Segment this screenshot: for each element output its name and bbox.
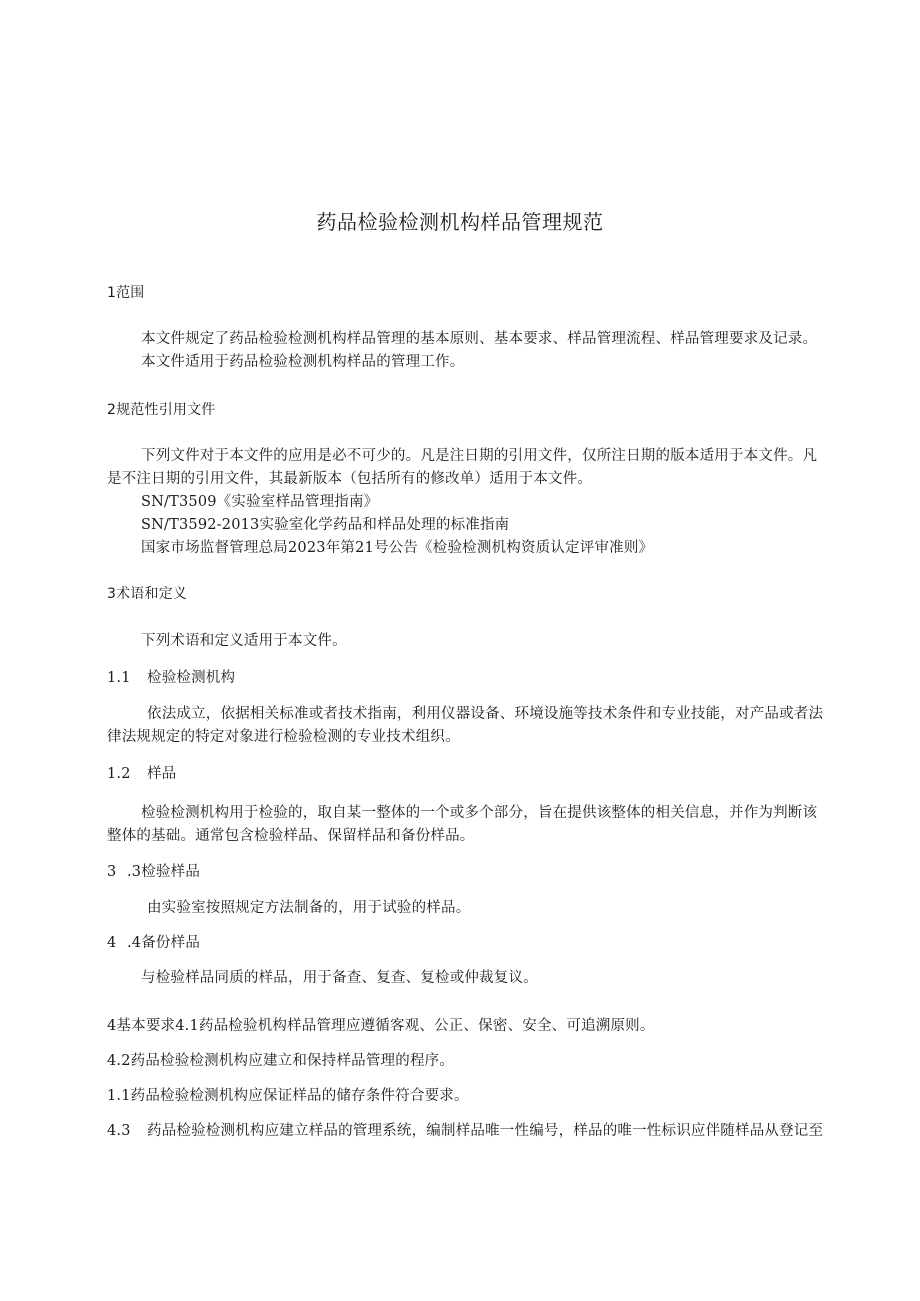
reference-1: SN/T3509《实验室样品管理指南》 — [141, 494, 379, 510]
section-4-line-4-text: 药品检验检测机构应建立样品的管理系统，编制样品唯一性编号，样品的唯一性标识应伴随样品从登记至 — [147, 1123, 824, 1139]
reference-3: 国家市场监督管理总局2023年第21号公告《检验检测机构资质认定评审准则》 — [141, 540, 654, 556]
section-4-line-3: 1.1药品检验检测机构应保证样品的储存条件符合要求。 — [107, 1088, 469, 1104]
term-1-number: 1.1 — [107, 670, 131, 686]
term-1-definition-line-2: 律法规规定的特定对象进行检验检测的专业技术组织。 — [107, 729, 460, 745]
section-4-line-4-number: 4.3 — [107, 1123, 131, 1139]
term-1-name: 检验检测机构 — [147, 670, 236, 686]
section-2-paragraph-line-2: 是不注日期的引用文件，其最新版本（包括所有的修改单）适用于本文件。 — [107, 471, 593, 487]
term-4-heading — [107, 933, 200, 953]
term-3-number: 3 — [107, 864, 117, 880]
section-3-heading: 3术语和定义 — [107, 586, 188, 602]
term-3-heading — [107, 862, 200, 882]
section-1-heading: 1范围 — [107, 285, 145, 301]
term-4-definition: 与检验样品同质的样品，用于备查、复查、复检或仲裁复议。 — [141, 970, 538, 986]
term-3-definition: 由实验室按照规定方法制备的，用于试验的样品。 — [147, 900, 471, 916]
section-4-line-2: 4.2药品检验检测机构应建立和保持样品管理的程序。 — [107, 1053, 455, 1069]
term-3-name: .3检验样品 — [127, 864, 201, 880]
section-4-line-4 — [107, 1121, 823, 1141]
term-1-heading — [107, 668, 235, 688]
document-title: 药品检验检测机构样品管理规范 — [316, 210, 604, 234]
term-2-definition-line-2: 整体的基础。通常包含检验样品、保留样品和备份样品。 — [107, 828, 475, 844]
section-2-paragraph-line-1: 下列文件对于本文件的应用是必不可少的。凡是注日期的引用文件，仅所注日期的版本适用于本文件。凡 — [141, 448, 818, 464]
term-2-name: 样品 — [147, 766, 177, 782]
term-2-number: 1.2 — [107, 766, 131, 782]
section-2-heading: 2规范性引用文件 — [107, 402, 216, 418]
section-3-intro: 下列术语和定义适用于本文件。 — [141, 633, 347, 649]
term-2-definition-line-1: 检验检测机构用于检验的，取自某一整体的一个或多个部分，旨在提供该整体的相关信息，并作为判断该 — [141, 805, 818, 821]
term-4-number: 4 — [107, 935, 117, 951]
section-4-line-1: 4基本要求4.1药品检验机构样品管理应遵循客观、公正、保密、安全、可追溯原则。 — [107, 1018, 655, 1034]
reference-2: SN/T3592-2013实验室化学药品和样品处理的标准指南 — [141, 517, 510, 533]
term-4-name: .4备份样品 — [127, 935, 201, 951]
section-1-paragraph-2: 本文件适用于药品检验检测机构样品的管理工作。 — [141, 354, 465, 370]
section-1-paragraph-1: 本文件规定了药品检验检测机构样品管理的基本原则、基本要求、样品管理流程、样品管理要求及记录。 — [141, 331, 818, 347]
term-2-heading — [107, 764, 176, 784]
term-1-definition-line-1: 依法成立，依据相关标准或者技术指南，利用仪器设备、环境设施等技术条件和专业技能，对产品或者法 — [147, 706, 824, 722]
